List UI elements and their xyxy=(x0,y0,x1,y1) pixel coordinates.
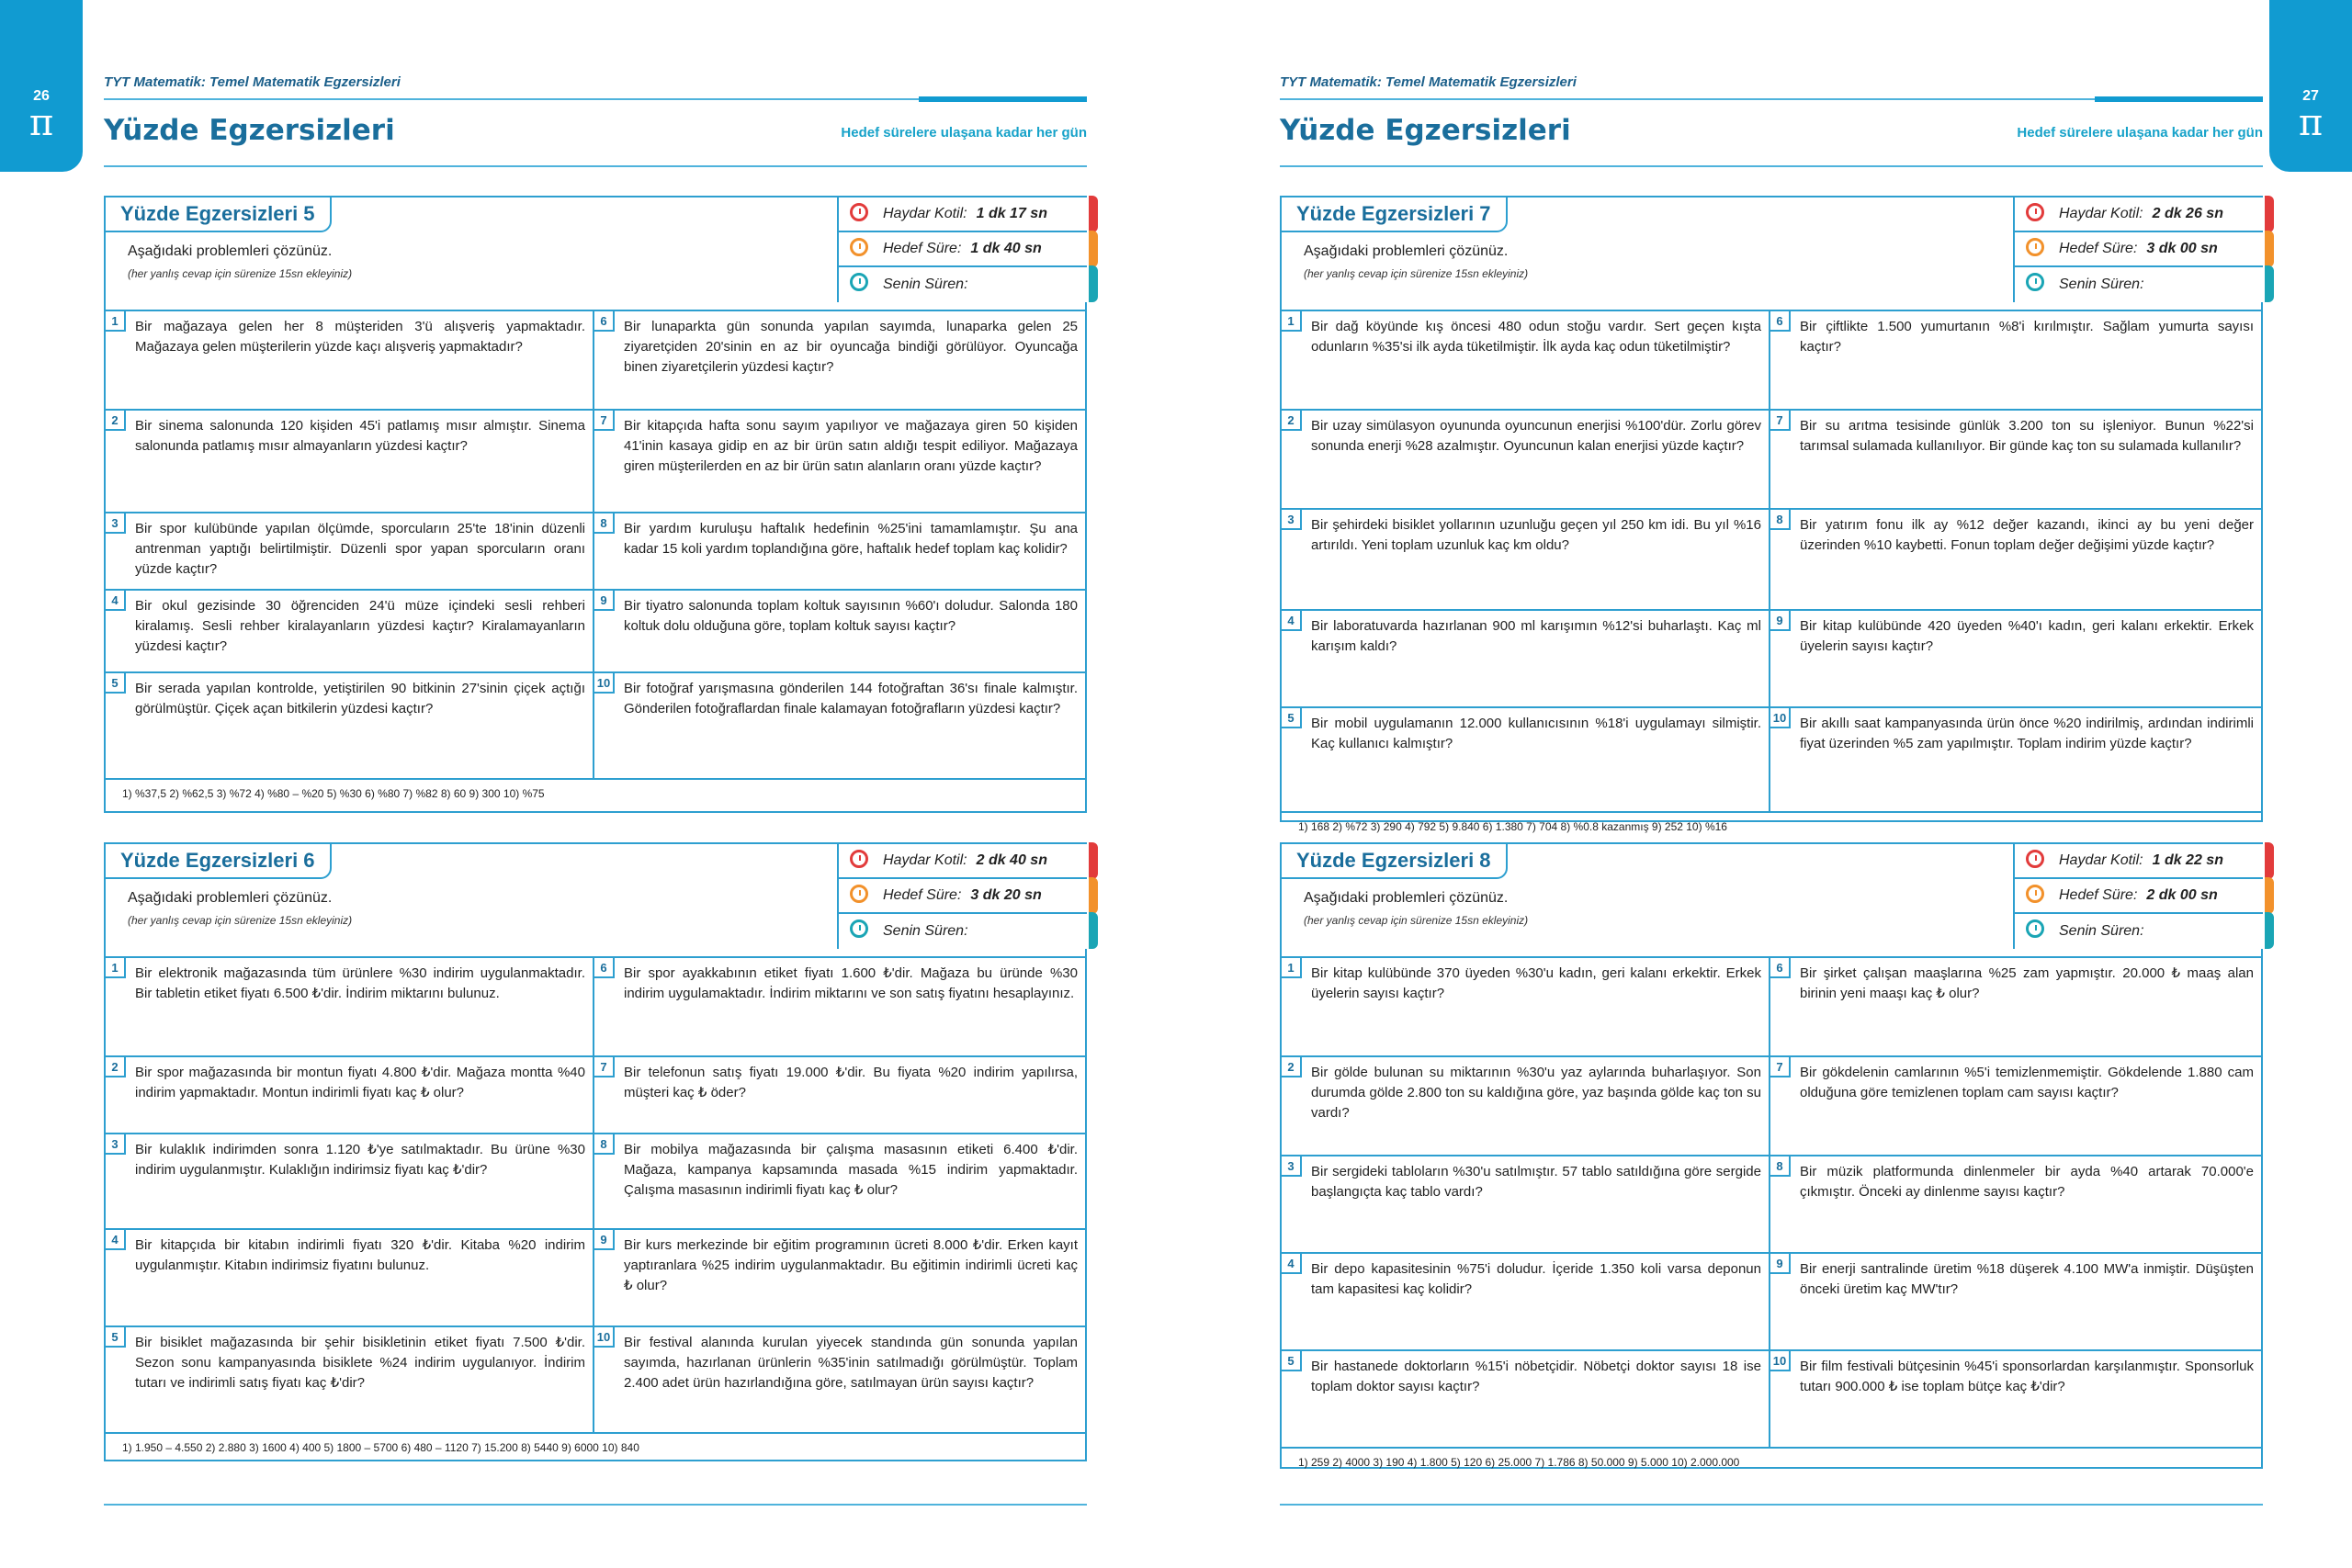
stopwatch-icon xyxy=(850,885,868,903)
question-text: Bir yatırım fonu ilk ay %12 değer kazandı, ikinci ay bu yeni değer üzerinden %10 kaybetti. Fonun toplam değer değişimi yüzde kaçtır? xyxy=(1800,517,2254,553)
question-cell xyxy=(594,1230,1085,1325)
question-row xyxy=(1282,411,2261,510)
question-cell xyxy=(1770,1057,2261,1155)
question-cell xyxy=(594,958,1085,1055)
question-text: Bir hastanede doktorların %15'i nöbetçidir. Nöbetçi doktor sayısı 18 ise toplam doktor sayısı kaçtır? xyxy=(1311,1359,1761,1394)
question-cell xyxy=(594,513,1085,589)
question-text: Bir kitapçıda hafta sonu sayım yapılıyor ve mağazaya giren 50 kişiden 41'inin kasaya gidip en az bir ürün satın aldığı tespit ediliyor. Mağazaya giren müşterilerden en az bir ürün satın alanların oranı yüzde kaçtır? xyxy=(624,418,1078,474)
pi-icon: π xyxy=(28,102,54,144)
question-text: Bir sinema salonunda 120 kişiden 45'i patlamış mısır almıştır. Sinema salonunda patlamış mısır almayanların yüzdesi kaçtır? xyxy=(135,418,585,454)
exercise-card-title: Yüzde Egzersizleri 6 xyxy=(104,842,332,879)
time-label: Haydar Kotil: xyxy=(2059,852,2143,868)
question-cell xyxy=(1282,311,1770,409)
question-number: 4 xyxy=(106,591,126,611)
question-cell xyxy=(106,1230,594,1325)
time-label: Hedef Süre: xyxy=(883,887,962,903)
question-text: Bir dağ köyünde kış öncesi 480 odun stoğu vardır. Sert geçen kışta odunların %35'si ilk ayda tüketilmiştir. İlk ayda kaç odun tüketilmiştir? xyxy=(1311,319,1761,355)
question-cell xyxy=(1282,1254,1770,1349)
question-text: Bir elektronik mağazasında tüm ürünlere %30 indirim uygulanmaktadır. Bir tabletin etiket fiyatı 6.500 ₺'dir. İndirim miktarını bulunuz. xyxy=(135,965,585,1001)
question-cell xyxy=(106,591,594,671)
question-cell xyxy=(1282,958,1770,1055)
question-number: 8 xyxy=(1770,1156,1791,1177)
question-text: Bir çiftlikte 1.500 yumurtanın %8'i kırılmıştır. Sağlam yumurta sayısı kaçtır? xyxy=(1800,319,2254,355)
page-title: Yüzde Egzersizleri xyxy=(104,114,395,147)
stopwatch-icon xyxy=(2026,273,2044,291)
question-cell xyxy=(106,1327,594,1432)
question-text: Bir kitapçıda bir kitabın indirimli fiyatı 320 ₺'dir. Kitaba %20 indirim uygulanmıştır. Kitabın indirimsiz fiyatını bulunuz. xyxy=(135,1237,585,1273)
question-number: 2 xyxy=(106,411,126,431)
time-label: Senin Süren: xyxy=(2059,923,2144,939)
question-number: 8 xyxy=(1770,510,1791,530)
question-text: Bir bisiklet mağazasında bir şehir bisikletinin etiket fiyatı 7.500 ₺'dir. Sezon sonu kampanyasında bisiklete %24 indirim uygulanıyor. İndirim tutarı ve indirimli satış fiyatı kaç ₺'dir? xyxy=(135,1335,585,1391)
question-cell xyxy=(594,311,1085,409)
question-cell xyxy=(1770,958,2261,1055)
question-number: 5 xyxy=(106,1327,126,1348)
question-cell xyxy=(106,1057,594,1133)
question-number: 4 xyxy=(106,1230,126,1250)
question-cell xyxy=(106,513,594,589)
question-text: Bir laboratuvarda hazırlanan 900 ml karışımın %12'si buharlaştı. Kaç ml karışım kaldı? xyxy=(1311,618,1761,654)
time-color-tab xyxy=(2265,196,2274,232)
question-number: 2 xyxy=(1282,1057,1302,1077)
question-cell xyxy=(1282,411,1770,508)
question-cell xyxy=(1770,1254,2261,1349)
exercise-card-title: Yüzde Egzersizleri 5 xyxy=(104,196,332,232)
question-number: 5 xyxy=(1282,708,1302,728)
question-number: 1 xyxy=(106,311,126,332)
question-text: Bir akıllı saat kampanyasında ürün önce %20 indirilmiş, ardından indirimli fiyat üzerinden %5 zam yapılmıştır. Toplam indirim yüzde kaçtır? xyxy=(1800,716,2254,751)
question-row xyxy=(106,958,1085,1057)
time-color-tab xyxy=(1089,196,1098,232)
reference-time xyxy=(837,844,1087,879)
question-text: Bir kulaklık indirimden sonra 1.120 ₺'ye satılmaktadır. Bu ürüne %30 indirim uygulanmıştır. Kulaklığın indirimsiz fiyatı kaç ₺'dir? xyxy=(135,1142,585,1178)
time-value: 3 dk 00 sn xyxy=(2146,241,2218,256)
time-color-tab xyxy=(1089,231,1098,267)
question-cell xyxy=(1770,311,2261,409)
page-number: 26 xyxy=(33,88,50,104)
answer-key: 1) %37,5 2) %62,5 3) %72 4) %80 – %20 5) %30 6) %80 7) %82 8) 60 9) 300 10) %75 xyxy=(122,787,545,800)
instruction-text: Aşağıdaki problemleri çözünüz. xyxy=(1304,890,1509,906)
question-grid xyxy=(106,956,1085,1391)
time-label: Haydar Kotil: xyxy=(883,852,967,868)
target-time xyxy=(2013,879,2263,914)
time-color-tab xyxy=(2265,842,2274,879)
question-cell xyxy=(106,411,594,512)
question-text: Bir uzay simülasyon oyununda oyuncunun enerjisi %100'dür. Zorlu görev sonunda enerji %28 azalmıştır. Oyuncunun kalan enerjisi yüzde kaçtır? xyxy=(1311,418,1761,454)
question-number: 4 xyxy=(1282,1254,1302,1274)
question-number: 8 xyxy=(594,513,615,534)
penalty-note: (her yanlış cevap için sürenize 15sn ekleyiniz) xyxy=(128,914,353,927)
running-head: TYT Matematik: Temel Matematik Egzersizleri xyxy=(104,74,401,90)
stopwatch-icon xyxy=(850,919,868,938)
question-number: 1 xyxy=(1282,958,1302,978)
question-text: Bir okul gezisinde 30 öğrenciden 24'ü müze içindeki sesli rehberi kiralamış. Sesli rehber kiralayanların yüzdesi kaçtır? Kiralamayanların yüzdesi kaçtır? xyxy=(135,598,585,654)
question-grid xyxy=(1282,310,2261,751)
question-row xyxy=(1282,510,2261,611)
question-text: Bir kurs merkezinde bir eğitim programının ücreti 8.000 ₺'dir. Erken kayıt yaptıranlara %25 indirim uygulanmaktadır. Bu eğitimin indirimli ücreti kaç ₺ olur? xyxy=(624,1237,1078,1293)
time-value: 2 dk 40 sn xyxy=(976,852,1047,868)
question-cell xyxy=(1282,1057,1770,1155)
question-cell xyxy=(594,1327,1085,1432)
question-row xyxy=(106,1057,1085,1134)
time-label: Haydar Kotil: xyxy=(883,206,967,221)
question-cell xyxy=(594,1057,1085,1133)
time-value: 2 dk 26 sn xyxy=(2152,206,2223,221)
question-number: 6 xyxy=(594,311,615,332)
question-number: 10 xyxy=(594,1327,615,1348)
penalty-note: (her yanlış cevap için sürenize 15sn ekleyiniz) xyxy=(1304,914,1529,927)
question-text: Bir mobilya mağazasında bir çalışma masasının etiketi 6.400 ₺'dir. Mağaza, kampanya kapsamında masada %15 indirim yapmaktadır. Çalışma masasının indirimli fiyatı kaç ₺ olur? xyxy=(624,1142,1078,1198)
your-time[interactable] xyxy=(837,267,1087,302)
question-row xyxy=(1282,1254,2261,1351)
question-text: Bir film festivali bütçesinin %45'i sponsorlardan karşılanmıştır. Sponsorluk tutarı 900.000 ₺ ise toplam bütçe kaç ₺'dir? xyxy=(1800,1359,2254,1394)
time-color-tab xyxy=(2265,877,2274,914)
page-subtitle: Hedef sürelere ulaşana kadar her gün xyxy=(2017,125,2263,141)
question-cell xyxy=(1282,1156,1770,1252)
question-row xyxy=(106,673,1085,780)
time-value: 2 dk 00 sn xyxy=(2146,887,2218,903)
question-row xyxy=(106,411,1085,513)
penalty-note: (her yanlış cevap için sürenize 15sn ekleyiniz) xyxy=(128,267,353,280)
question-row xyxy=(106,1327,1085,1434)
question-number: 1 xyxy=(1282,311,1302,332)
reference-time xyxy=(2013,844,2263,879)
time-label: Senin Süren: xyxy=(883,923,968,939)
page-subtitle: Hedef sürelere ulaşana kadar her gün xyxy=(841,125,1087,141)
exercise-card xyxy=(104,196,1087,813)
time-value: 3 dk 20 sn xyxy=(970,887,1042,903)
question-number: 10 xyxy=(1770,708,1791,728)
question-row xyxy=(1282,611,2261,708)
page-number: 27 xyxy=(2302,88,2319,104)
page-number-tab xyxy=(2269,0,2352,172)
question-number: 4 xyxy=(1282,611,1302,631)
time-label: Haydar Kotil: xyxy=(2059,206,2143,221)
question-number: 7 xyxy=(594,411,615,431)
question-grid xyxy=(1282,956,2261,1394)
question-cell xyxy=(1770,1156,2261,1252)
your-time[interactable] xyxy=(2013,914,2263,949)
time-color-tab xyxy=(2265,231,2274,267)
time-label: Senin Süren: xyxy=(2059,276,2144,292)
question-text: Bir mobil uygulamanın 12.000 kullanıcısının %18'i uygulamayı silmiştir. Kaç kullanıcı kalmıştır? xyxy=(1311,716,1761,751)
instruction-text: Aşağıdaki problemleri çözünüz. xyxy=(128,243,333,259)
question-number: 5 xyxy=(1282,1351,1302,1371)
question-text: Bir şirket çalışan maaşlarına %25 zam yapmıştır. 20.000 ₺ maaş alan birinin yeni maaşı kaç ₺ olur? xyxy=(1800,965,2254,1001)
question-cell xyxy=(594,411,1085,512)
question-cell xyxy=(1770,1351,2261,1447)
question-number: 3 xyxy=(1282,510,1302,530)
exercise-card xyxy=(1280,196,2263,833)
question-row xyxy=(1282,708,2261,813)
exercise-card xyxy=(1280,842,2263,1469)
question-row xyxy=(106,1230,1085,1327)
stopwatch-icon xyxy=(850,203,868,221)
time-color-tab xyxy=(1089,877,1098,914)
reference-time xyxy=(837,197,1087,232)
answer-key: 1) 168 2) %72 3) 290 4) 792 5) 9.840 6) 1.380 7) 704 8) %0.8 kazanmış 9) 252 10) %16 xyxy=(1298,820,1727,833)
question-number: 2 xyxy=(106,1057,126,1077)
question-number: 7 xyxy=(1770,411,1791,431)
question-row xyxy=(106,591,1085,673)
question-row xyxy=(106,1134,1085,1230)
time-value: 1 dk 17 sn xyxy=(976,206,1047,221)
question-cell xyxy=(1770,708,2261,811)
question-text: Bir mağazaya gelen her 8 müşteriden 3'ü alışveriş yapmaktadır. Mağazaya gelen müşterilerin yüzde kaçı alışveriş yapmaktadır? xyxy=(135,319,585,355)
question-cell xyxy=(594,591,1085,671)
question-row xyxy=(1282,1156,2261,1254)
exercise-card-title: Yüzde Egzersizleri 7 xyxy=(1280,196,1508,232)
exercise-card xyxy=(104,842,1087,1461)
question-number: 6 xyxy=(1770,311,1791,332)
title-rule xyxy=(1280,165,2263,167)
question-number: 10 xyxy=(594,673,615,694)
question-number: 6 xyxy=(1770,958,1791,978)
stopwatch-icon xyxy=(2026,885,2044,903)
question-text: Bir fotoğraf yarışmasına gönderilen 144 fotoğraftan 36'sı finale kalmıştır. Gönderilen fotoğraflardan finale kalamayan fotoğrafların yüzdesi kaçtır? xyxy=(624,681,1078,716)
question-text: Bir telefonun satış fiyatı 19.000 ₺'dir. Bu fiyata %20 indirim yapılırsa, müşteri kaç ₺ öder? xyxy=(624,1065,1078,1100)
footer-rule xyxy=(104,1504,1087,1506)
title-rule xyxy=(104,165,1087,167)
stopwatch-icon xyxy=(2026,850,2044,868)
time-label: Hedef Süre: xyxy=(2059,241,2138,256)
question-text: Bir festival alanında kurulan yiyecek standında gün sonunda yapılan sayımda, hazırlanan ürünlerin %35'inin satılmadığı görülmüştür. Toplam 2.400 adet ürün hazırlandığına göre, satılmayan ürün sayısı kaçtır? xyxy=(624,1335,1078,1391)
question-cell xyxy=(1282,611,1770,706)
header-accent-bar xyxy=(919,96,1087,102)
stopwatch-icon xyxy=(2026,203,2044,221)
question-text: Bir serada yapılan kontrolde, yetiştirilen 90 bitkinin 27'sinin çiçek açtığı görülmüştür. Çiçek açan bitkilerin yüzdesi kaçtır? xyxy=(135,681,585,716)
question-cell xyxy=(594,1134,1085,1228)
stopwatch-icon xyxy=(850,238,868,256)
question-cell xyxy=(594,673,1085,778)
question-number: 10 xyxy=(1770,1351,1791,1371)
question-number: 5 xyxy=(106,673,126,694)
question-text: Bir kitap kulübünde 370 üyeden %30'u kadın, geri kalanı erkektir. Erkek üyelerin sayısı kaçtır? xyxy=(1311,965,1761,1001)
question-number: 1 xyxy=(106,958,126,978)
question-text: Bir yardım kuruluşu haftalık hedefinin %25'ini tamamlamıştır. Şu ana kadar 15 koli yardım toplandığına göre, haftalık hedef toplam kaç kolidir? xyxy=(624,521,1078,557)
your-time[interactable] xyxy=(2013,267,2263,302)
question-cell xyxy=(1282,708,1770,811)
time-color-tab xyxy=(1089,912,1098,949)
stopwatch-icon xyxy=(850,850,868,868)
question-number: 9 xyxy=(1770,611,1791,631)
instruction-text: Aşağıdaki problemleri çözünüz. xyxy=(1304,243,1509,259)
question-cell xyxy=(1770,611,2261,706)
your-time[interactable] xyxy=(837,914,1087,949)
instruction-text: Aşağıdaki problemleri çözünüz. xyxy=(128,890,333,906)
question-number: 3 xyxy=(1282,1156,1302,1177)
time-color-tab xyxy=(1089,842,1098,879)
time-color-tab xyxy=(1089,265,1098,302)
page-right xyxy=(1176,0,2352,1568)
question-number: 9 xyxy=(1770,1254,1791,1274)
page-title: Yüzde Egzersizleri xyxy=(1280,114,1571,147)
stopwatch-icon xyxy=(2026,919,2044,938)
question-text: Bir müzik platformunda dinlenmeler bir ayda %40 artarak 70.000'e çıkmıştır. Önceki ay dinlenme sayısı kaçtır? xyxy=(1800,1164,2254,1200)
question-grid xyxy=(106,310,1085,716)
stopwatch-icon xyxy=(2026,238,2044,256)
question-number: 3 xyxy=(106,1134,126,1155)
header-accent-bar xyxy=(2095,96,2263,102)
question-cell xyxy=(106,1134,594,1228)
question-cell xyxy=(106,311,594,409)
page-number-tab xyxy=(0,0,83,172)
footer-rule xyxy=(1280,1504,2263,1506)
question-number: 7 xyxy=(1770,1057,1791,1077)
question-text: Bir gölde bulunan su miktarının %30'u yaz aylarında buharlaşıyor. Son durumda gölde 2.800 ton su kaldığına göre, yaz başında gölde kaç ton su vardı? xyxy=(1311,1065,1761,1121)
question-cell xyxy=(1282,510,1770,609)
question-text: Bir spor ayakkabının etiket fiyatı 1.600 ₺'dir. Mağaza bu üründe %30 indirim uygulamaktadır. İndirim miktarını ve son satış fiyatını hesaplayınız. xyxy=(624,965,1078,1001)
question-cell xyxy=(106,958,594,1055)
exercise-card-title: Yüzde Egzersizleri 8 xyxy=(1280,842,1508,879)
time-label: Senin Süren: xyxy=(883,276,968,292)
penalty-note: (her yanlış cevap için sürenize 15sn ekleyiniz) xyxy=(1304,267,1529,280)
question-number: 8 xyxy=(594,1134,615,1155)
target-time xyxy=(2013,232,2263,267)
running-head: TYT Matematik: Temel Matematik Egzersizleri xyxy=(1280,74,1577,90)
question-number: 9 xyxy=(594,1230,615,1250)
question-row xyxy=(1282,1057,2261,1156)
question-text: Bir kitap kulübünde 420 üyeden %40'ı kadın, geri kalanı erkektir. Erkek üyelerin sayısı kaçtır? xyxy=(1800,618,2254,654)
question-text: Bir gökdelenin camlarının %5'i temizlenmemiştir. Gökdelende 1.880 cam olduğuna göre temizlenen toplam cam sayısı kaçtır? xyxy=(1800,1065,2254,1100)
time-color-tab xyxy=(2265,912,2274,949)
question-cell xyxy=(1282,1351,1770,1447)
question-text: Bir sergideki tabloların %30'u satılmıştır. 57 tablo satıldığına göre sergide başlangıçta kaç tablo vardı? xyxy=(1311,1164,1761,1200)
question-row xyxy=(1282,311,2261,411)
time-label: Hedef Süre: xyxy=(883,241,962,256)
question-row xyxy=(1282,1351,2261,1449)
time-value: 1 dk 40 sn xyxy=(970,241,1042,256)
question-row xyxy=(106,311,1085,411)
time-color-tab xyxy=(2265,265,2274,302)
answer-key: 1) 1.950 – 4.550 2) 2.880 3) 1600 4) 400 5) 1800 – 5700 6) 480 – 1120 7) 15.200 8) 5440 9) 6000 10) 840 xyxy=(122,1441,639,1454)
question-text: Bir spor kulübünde yapılan ölçümde, sporcuların 25'te 18'inin düzenli antrenman yaptığı belirtilmiştir. Düzenli spor yapan sporcuların oranı yüzde kaçtır? xyxy=(135,521,585,577)
question-number: 3 xyxy=(106,513,126,534)
target-time xyxy=(837,879,1087,914)
question-row xyxy=(106,513,1085,591)
question-text: Bir su arıtma tesisinde günlük 3.200 ton su işleniyor. Bunun %22'si tarımsal sulamada kullanılıyor. Bir günde kaç ton su sulamada kullanılır? xyxy=(1800,418,2254,454)
question-cell xyxy=(1770,510,2261,609)
question-number: 7 xyxy=(594,1057,615,1077)
time-value: 1 dk 22 sn xyxy=(2152,852,2223,868)
reference-time xyxy=(2013,197,2263,232)
time-label: Hedef Süre: xyxy=(2059,887,2138,903)
question-number: 6 xyxy=(594,958,615,978)
question-number: 2 xyxy=(1282,411,1302,431)
answer-key: 1) 259 2) 4000 3) 190 4) 1.800 5) 120 6) 25.000 7) 1.786 8) 50.000 9) 5.000 10) 2.000.000 xyxy=(1298,1456,1740,1469)
stopwatch-icon xyxy=(850,273,868,291)
question-row xyxy=(1282,958,2261,1057)
question-text: Bir lunaparkta gün sonunda yapılan sayımda, lunaparka gelen 25 ziyaretçiden 20'sinin en az bir oyuncağa bindiği görülüyor. Oyuncağa binen ziyaretçilerin yüzdesi kaçtır? xyxy=(624,319,1078,375)
question-text: Bir tiyatro salonunda toplam koltuk sayısının %60'ı doludur. Salonda 180 koltuk dolu olduğuna göre, toplam koltuk sayısı kaçtır? xyxy=(624,598,1078,634)
question-number: 9 xyxy=(594,591,615,611)
question-cell xyxy=(1770,411,2261,508)
question-text: Bir depo kapasitesinin %75'i doludur. İçeride 1.350 koli varsa deponun tam kapasitesi kaç kolidir? xyxy=(1311,1261,1761,1297)
question-text: Bir enerji santralinde üretim %18 düşerek 4.100 MW'a inmiştir. Düşüşten önceki üretim kaç MW'tır? xyxy=(1800,1261,2254,1297)
question-text: Bir şehirdeki bisiklet yollarının uzunluğu geçen yıl 250 km idi. Bu yıl %16 artırıldı. Yeni toplam uzunluk kaç km oldu? xyxy=(1311,517,1761,553)
pi-icon: π xyxy=(2298,102,2324,144)
target-time xyxy=(837,232,1087,267)
question-text: Bir spor mağazasında bir montun fiyatı 4.800 ₺'dir. Mağaza montta %40 indirim yapmaktadır. Montun indirimli fiyatı kaç ₺ olur? xyxy=(135,1065,585,1100)
question-cell xyxy=(106,673,594,778)
